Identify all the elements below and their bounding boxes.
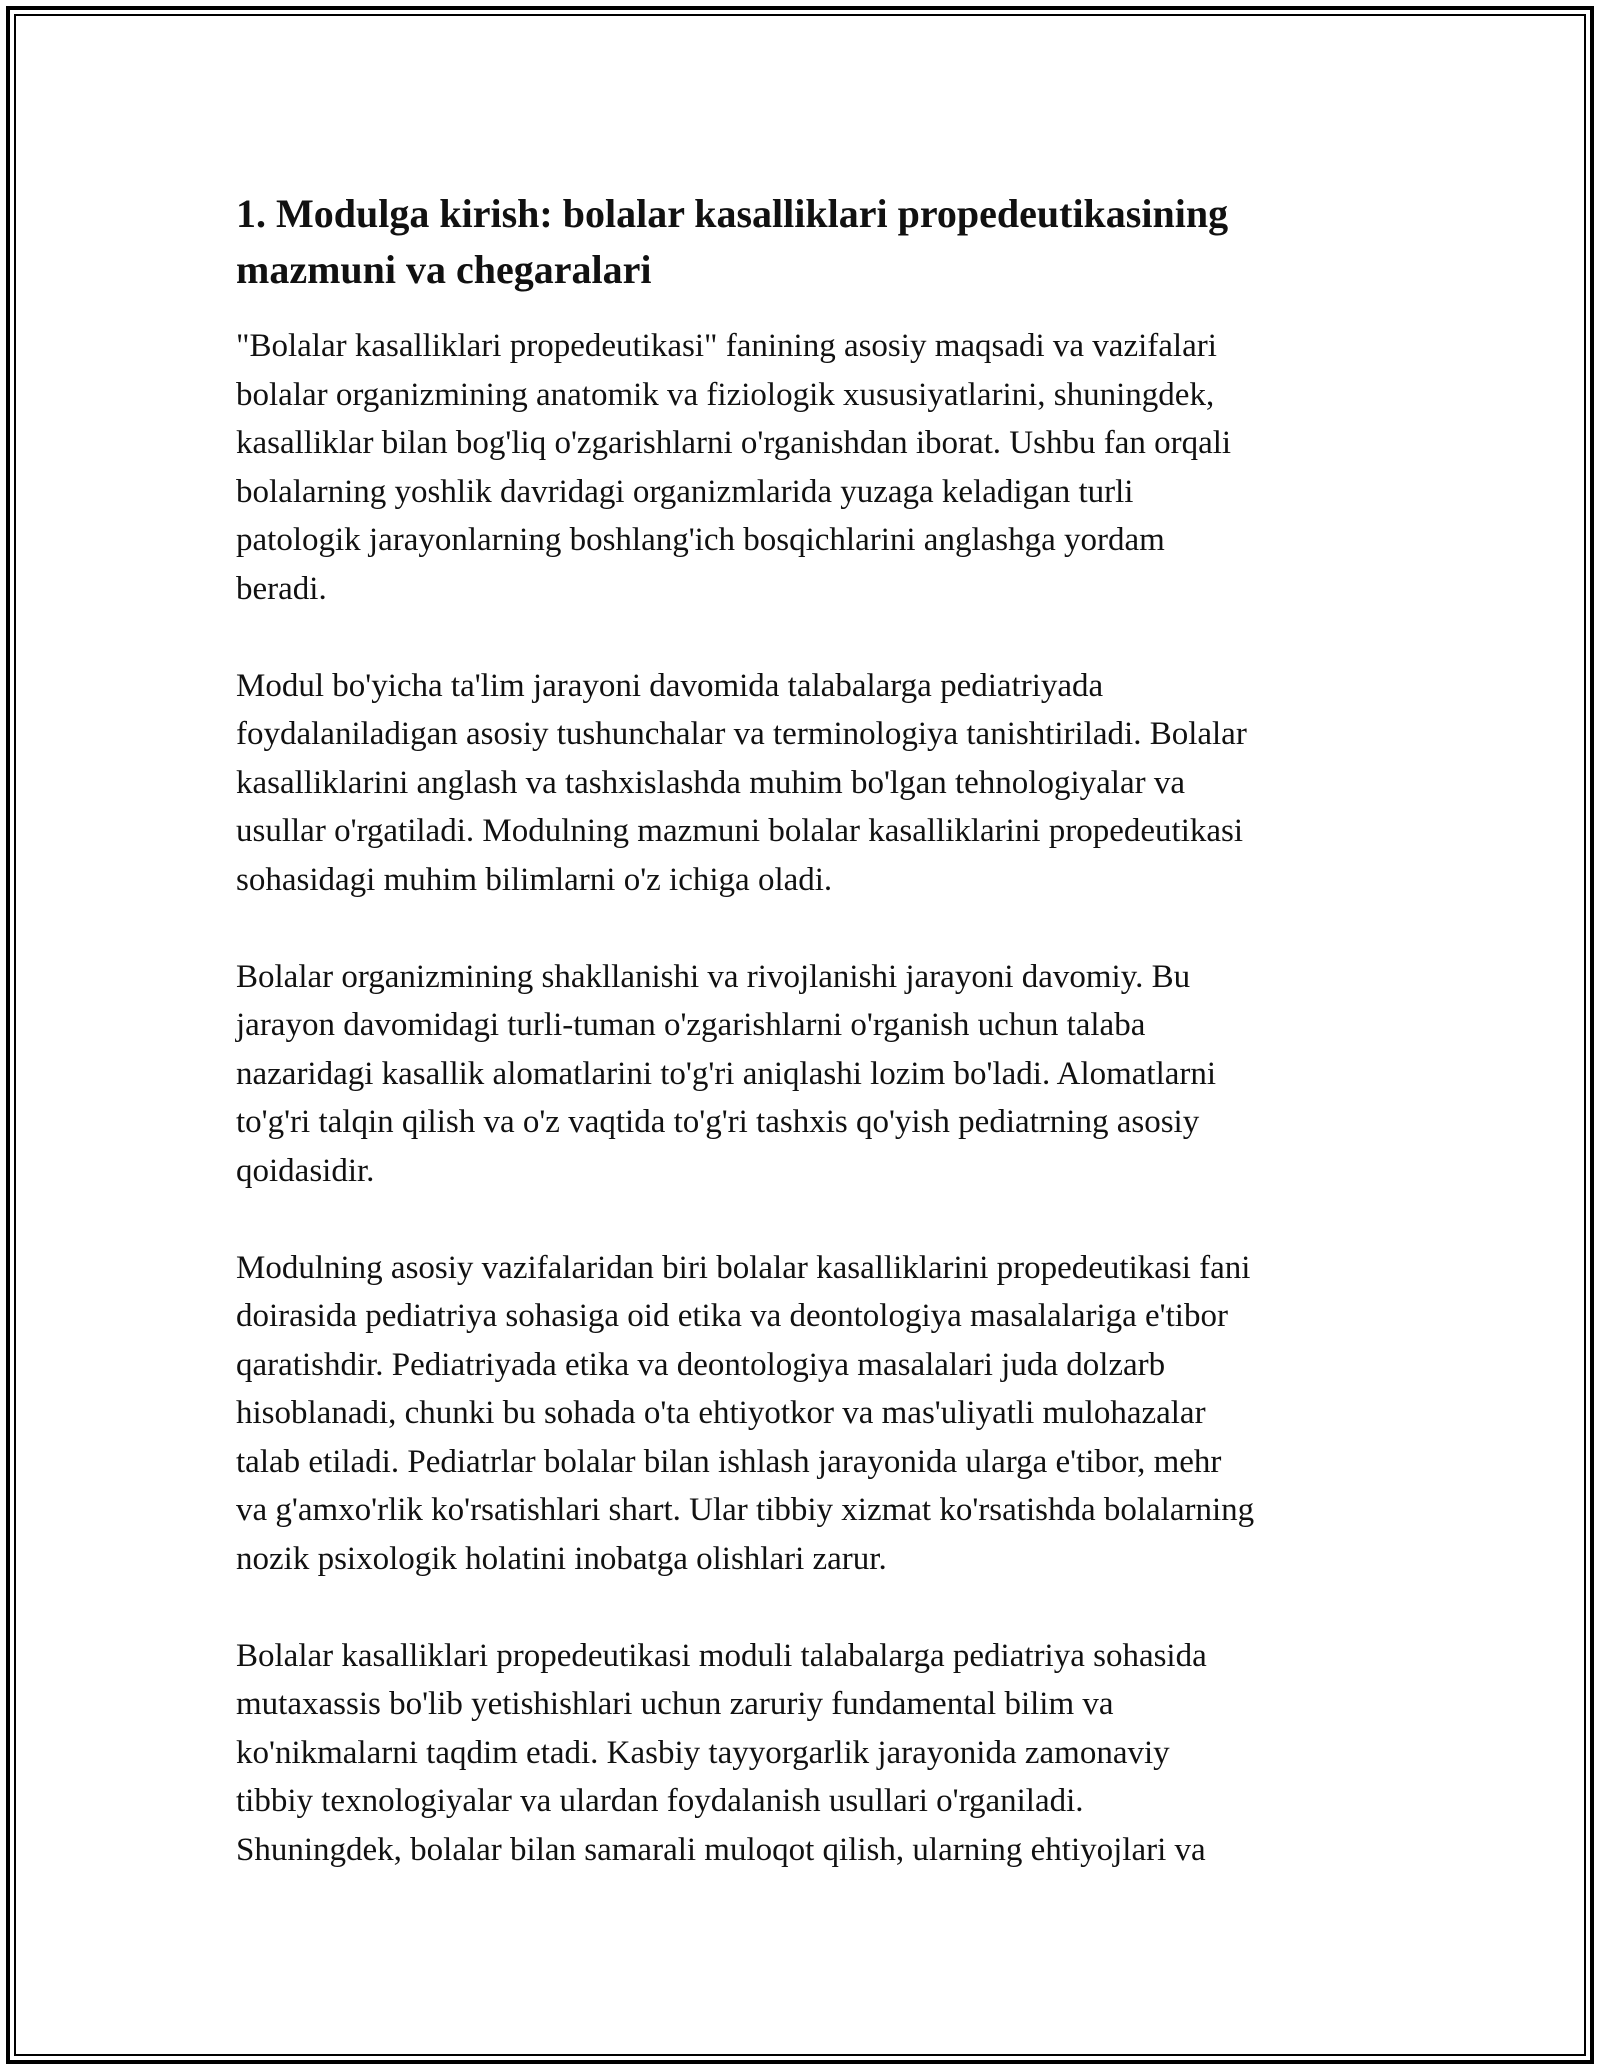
document-body	[236, 186, 1376, 1923]
paragraph-4: Modulning asosiy vazifalaridan biri bolalar kasalliklarini propedeutikasi fani doirasida pediatriya sohasiga oid etika va deontologiya masalalariga e'tibor qaratishdir. Pediatriyada etika va deontologiya masalalari juda dolzarb hisoblanadi, chunki bu sohada o'ta ehtiyotkor va mas'uliyatli mulohazalar talab etiladi. Pediatrlar bolalar bilan ishlash jarayonida ularga e'tibor, mehr va g'amxo'rlik ko'rsatishlari shart. Ular tibbiy xizmat ko'rsatishda bolalarning nozik psixologik holatini inobatga olishlari zarur.	[236, 1249, 1255, 1577]
paragraph-1: "Bolalar kasalliklari propedeutikasi" fanining asosiy maqsadi va vazifalari bolalar organizmining anatomik va fiziologik xususiyatlarini, shuningdek, kasalliklar bilan bog'liq o'zgarishlarni o'rganishdan iborat. Ushbu fan orqali bolalarning yoshlik davridagi organizmlarida yuzaga keladigan turli patologik jarayonlarning boshlang'ich bosqichlarini anglashga yordam beradi.	[236, 328, 1232, 607]
paragraph-2: Modul bo'yicha ta'lim jarayoni davomida talabalarga pediatriyada foydalaniladigan asosiy tushunchalar va terminologiya tanishtiriladi. Bolalar kasalliklarini anglash va tashxislashda muhim bo'lgan tehnologiyalar va usullar o'rgatiladi. Modulning mazmuni bolalar kasalliklarini propedeutikasi sohasidagi muhim bilimlarni o'z ichiga oladi.	[236, 667, 1247, 898]
section-title: 1. Modulga kirish: bolalar kasalliklari propedeutikasining mazmuni va chegaralari	[236, 191, 1229, 292]
paragraph-5: Bolalar kasalliklari propedeutikasi moduli talabalarga pediatriya sohasida mutaxassis bo'lib yetishishlari uchun zaruriy fundamental bilim va ko'nikmalarni taqdim etadi. Kasbiy tayyorgarlik jarayonida zamonaviy tibbiy texnologiyalar va ulardan foydalanish usullari o'rganiladi. Shuningdek, bolalar bilan samarali muloqot qilish, ularning ehtiyojlari va	[236, 1637, 1207, 1868]
paragraph-3: Bolalar organizmining shakllanishi va rivojlanishi jarayoni davomiy. Bu jarayon davomidagi turli-tuman o'zgarishlarni o'rganish uchun talaba nazaridagi kasallik alomatlarini to'g'ri aniqlashi lozim bo'ladi. Alomatlarni to'g'ri talqin qilish va o'z vaqtida to'g'ri tashxis qo'yish pediatrning asosiy qoidasidir.	[236, 958, 1217, 1189]
